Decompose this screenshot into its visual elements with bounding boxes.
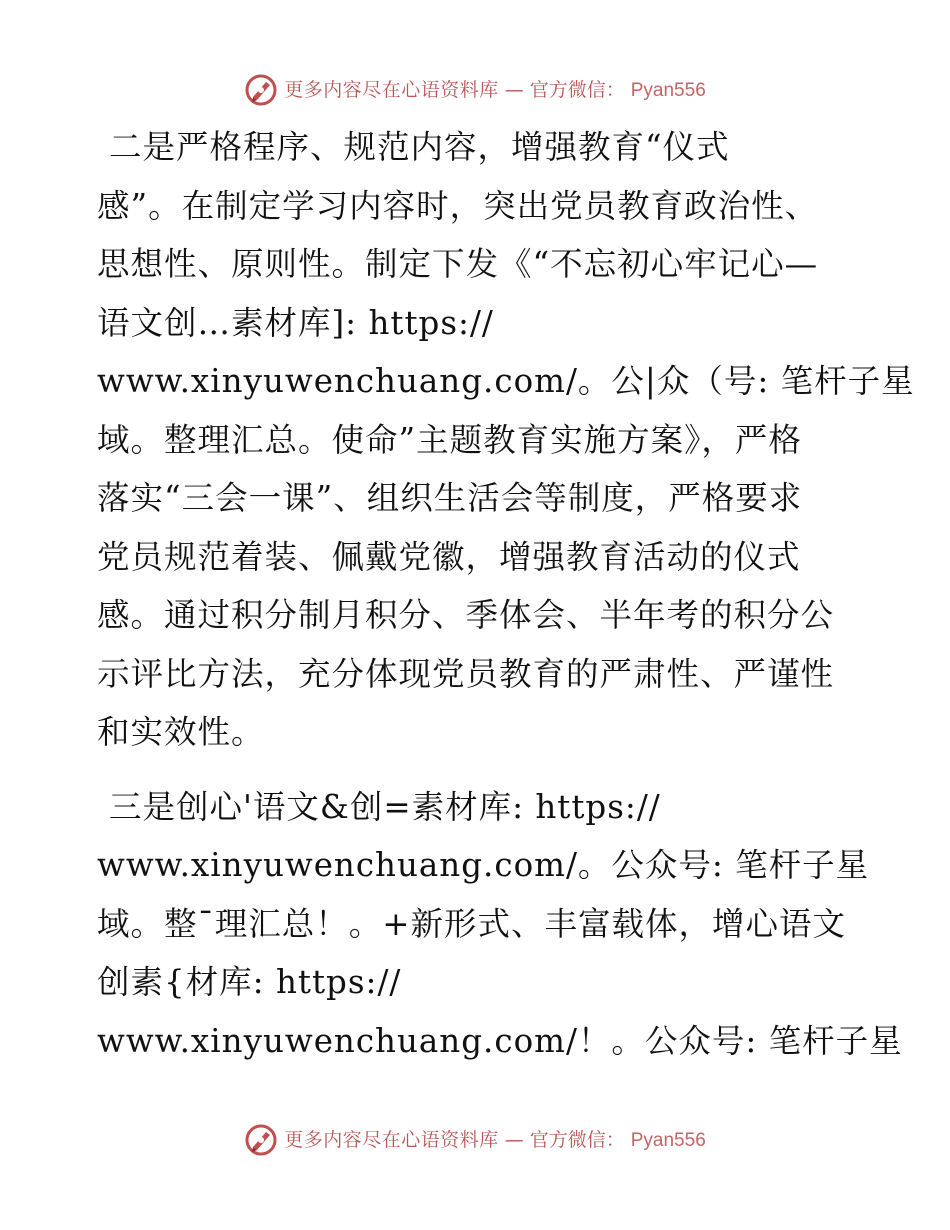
footer-banner-dash: — — [504, 1128, 524, 1151]
text-line: www.xinyuwenchuang.com/！。公众号: 笔杆子星 — [97, 1021, 903, 1060]
text-line: 落实“三会一课”、组织生活会等制度，严格要求 — [97, 479, 803, 517]
text-line: www.xinyuwenchuang.com/。公|众（号: 笔杆子星 — [97, 362, 915, 400]
paragraph-1 — [97, 118, 915, 762]
text-line: 语文创…素材库]: https:// — [97, 303, 494, 342]
footer-banner-text: 更多内容尽在心语资料库 — [284, 1128, 499, 1151]
text-line: 思想性、原则性。制定下发《“不忘初心牢记心— — [97, 245, 819, 283]
banner-dash: — — [504, 78, 524, 101]
footer-banner — [0, 1118, 950, 1162]
text-line: 域。整¯理汇总！。+新形式、丰富载体，增心语文 — [97, 904, 846, 943]
paragraph-2 — [97, 778, 903, 1071]
banner-wechat-label: 官方微信： — [529, 78, 625, 101]
text-line: 党员规范着装、佩戴党徽，增强教育活动的仪式 — [97, 537, 801, 576]
text-line: 三是创心'语文&创=素材库: https:// — [109, 787, 661, 826]
header-banner — [0, 68, 950, 112]
text-line: 和实效性。 — [97, 713, 265, 751]
footer-wechat-id: Pyan556 — [630, 1129, 706, 1151]
text-line: 感。通过积分制月积分、季体会、半年考的积分公 — [97, 596, 835, 634]
document-body — [97, 118, 915, 1070]
text-line: 二是严格程序、规范内容，增强教育“仪式 — [109, 128, 730, 166]
footer-wechat-label: 官方微信： — [529, 1128, 625, 1151]
text-line: www.xinyuwenchuang.com/。公众号: 笔杆子星 — [97, 846, 870, 884]
banner-text: 更多内容尽在心语资料库 — [284, 78, 499, 101]
pen-logo-icon — [244, 1123, 278, 1157]
text-line: 示评比方法，充分体现党员教育的严肃性、严谨性 — [97, 654, 835, 693]
banner-wechat-id: Pyan556 — [630, 79, 706, 101]
text-line: 感”。在制定学习内容时，突出党员教育政治性、 — [97, 186, 819, 225]
pen-logo-icon — [244, 73, 278, 107]
text-line: 域。整理汇总。使命”主题教育实施方案》，严格 — [97, 420, 802, 459]
text-line: 创素{材库: https:// — [97, 963, 402, 1001]
